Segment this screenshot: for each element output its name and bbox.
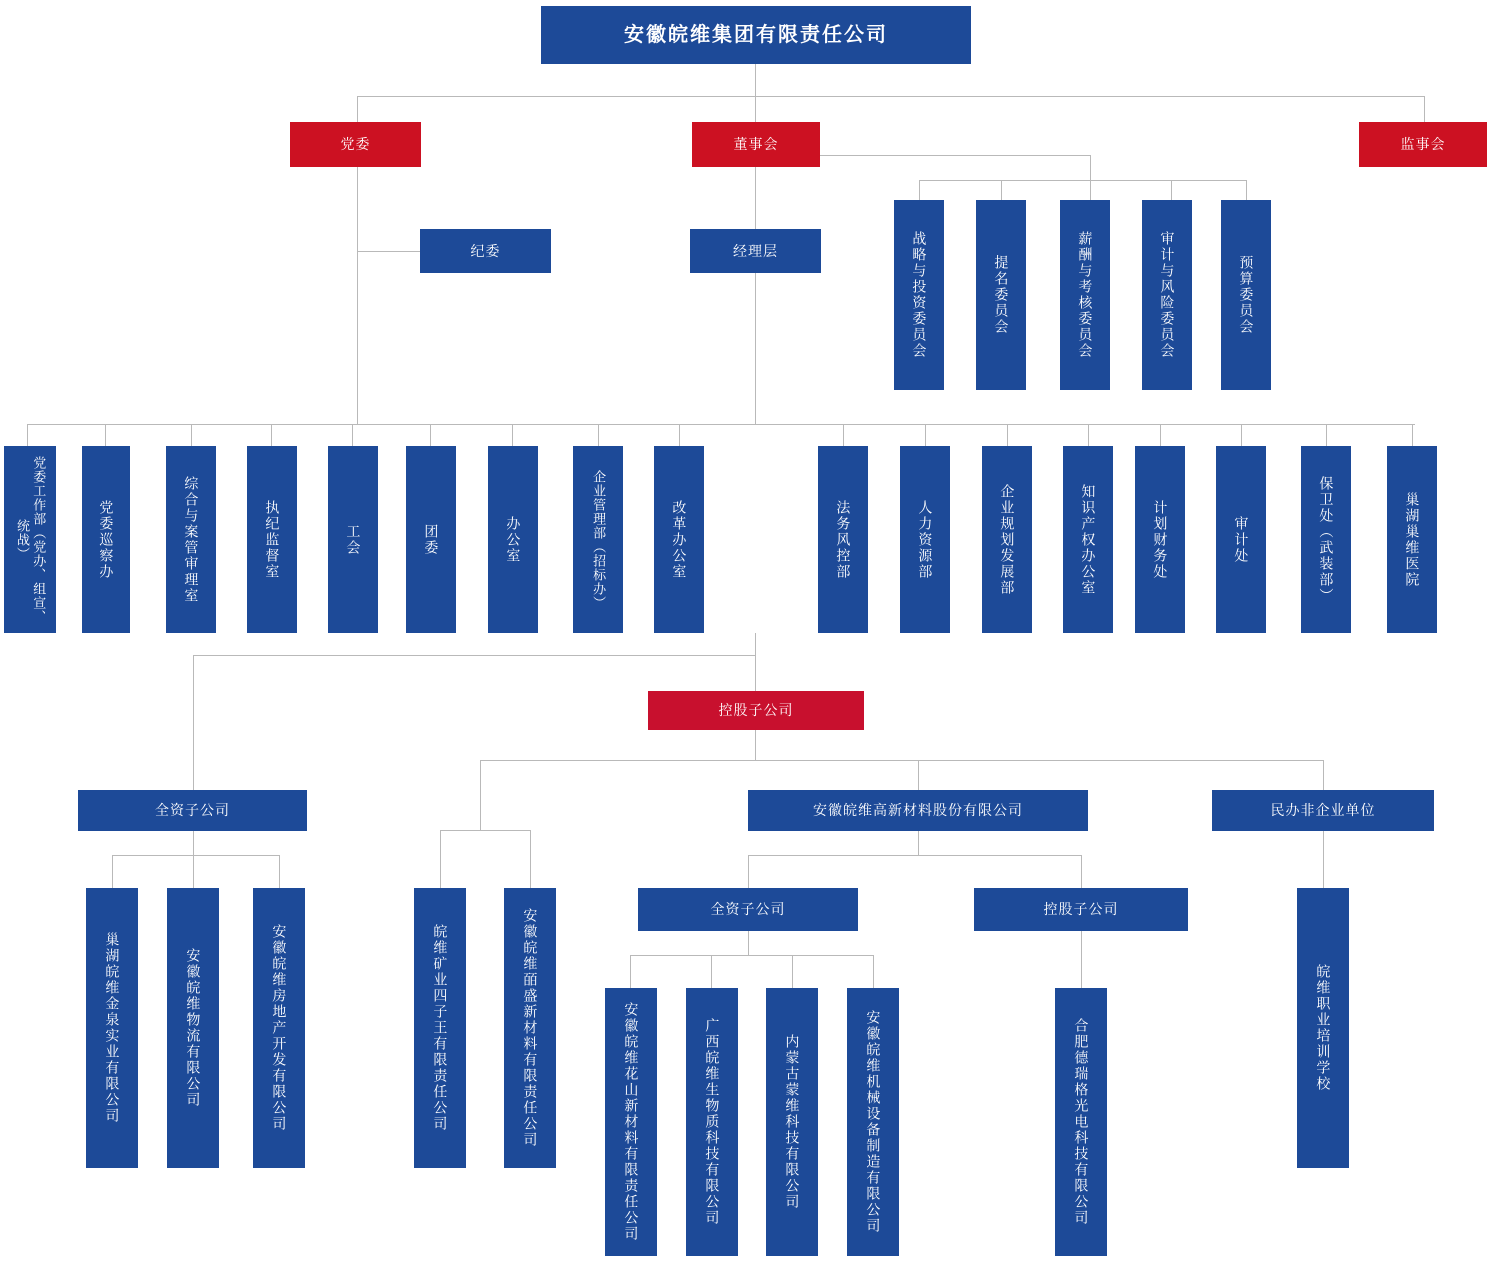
connector	[357, 251, 358, 424]
node-nomination-committee[interactable]	[976, 200, 1026, 390]
connector	[843, 424, 844, 446]
node-inner-mongolia-mengwei[interactable]	[766, 988, 818, 1256]
node-label: 全资子公司	[710, 901, 786, 918]
connector	[193, 655, 755, 656]
connector	[820, 155, 1090, 156]
connector	[193, 655, 194, 790]
node-label: 安徽皖维集团有限责任公司	[624, 23, 888, 46]
node-budget-committee[interactable]	[1221, 200, 1271, 390]
connector	[27, 424, 1415, 425]
connector	[352, 424, 353, 446]
node-enterprise-planning-development-department[interactable]	[982, 446, 1032, 633]
node-label: 提名委员会	[993, 255, 1010, 335]
node-label: 企业管理部（招标办）	[591, 469, 607, 610]
node-root[interactable]	[541, 6, 971, 64]
connector	[480, 760, 481, 790]
connector	[1424, 96, 1425, 122]
connector	[711, 955, 712, 988]
node-discipline-supervision-office[interactable]	[247, 446, 297, 633]
node-wanwei-bisheng-new-materials[interactable]	[504, 888, 556, 1168]
node-board-of-directors[interactable]	[692, 122, 820, 167]
node-enterprise-management-department[interactable]	[573, 446, 623, 633]
connector	[598, 424, 599, 446]
node-hefei-deruige-optoelectronics[interactable]	[1055, 988, 1107, 1256]
node-label: 安徽皖维机械设备制造有限公司	[865, 1010, 882, 1234]
connector	[1160, 424, 1161, 446]
node-label: 党委工作部（党办、组宣、统战）	[15, 455, 47, 624]
node-wanwei-real-estate[interactable]	[253, 888, 305, 1168]
connector	[630, 955, 873, 956]
node-label: 安徽皖维房地产开发有限公司	[271, 924, 288, 1132]
connector	[1246, 180, 1247, 200]
node-wholly-owned-group[interactable]	[78, 790, 307, 831]
node-general-office[interactable]	[488, 446, 538, 633]
node-label: 内蒙古蒙维科技有限公司	[784, 1034, 801, 1210]
connector	[112, 855, 279, 856]
connector	[748, 855, 1081, 856]
connector	[792, 955, 793, 988]
connector	[271, 424, 272, 446]
node-audit-department[interactable]	[1216, 446, 1266, 633]
node-holding-subsidiaries[interactable]	[648, 691, 864, 730]
connector	[1412, 424, 1413, 446]
node-label: 广西皖维生物质科技有限公司	[704, 1018, 721, 1226]
node-label: 经理层	[733, 242, 778, 259]
node-comprehensive-case-review-office[interactable]	[166, 446, 216, 633]
node-gaoxin-wholly-owned-group[interactable]	[638, 888, 858, 931]
node-label: 企业规划发展部	[999, 483, 1016, 596]
node-label: 保卫处（武装部）	[1318, 475, 1335, 604]
connector	[357, 167, 358, 257]
node-label: 控股子公司	[1043, 901, 1119, 918]
connector	[679, 424, 680, 446]
node-label: 巢湖皖维金泉实业有限公司	[104, 932, 121, 1124]
node-label: 安徽皖维皕盛新材料有限责任公司	[522, 908, 539, 1148]
connector	[1090, 155, 1091, 180]
connector	[1326, 424, 1327, 446]
node-guangxi-wanwei-biomass[interactable]	[686, 988, 738, 1256]
connector	[1001, 180, 1002, 200]
connector	[748, 855, 749, 888]
connector	[918, 760, 919, 790]
node-label: 薪酬与考核委员会	[1077, 231, 1094, 359]
connector	[530, 830, 531, 888]
node-label: 法务风控部	[835, 499, 852, 580]
connector	[918, 831, 919, 855]
node-label: 改革办公室	[671, 499, 688, 580]
node-wanwei-mining-siziwang[interactable]	[414, 888, 466, 1168]
node-label: 团委	[423, 523, 440, 556]
connector	[112, 855, 113, 888]
connector	[357, 96, 1424, 97]
connector	[630, 955, 631, 988]
connector	[480, 760, 1323, 761]
node-planning-finance-department[interactable]	[1135, 446, 1185, 633]
node-chaohu-hospital[interactable]	[1387, 446, 1437, 633]
connector	[755, 271, 756, 424]
node-label: 安徽皖维物流有限公司	[185, 948, 202, 1108]
node-label: 控股子公司	[718, 702, 794, 719]
node-label: 安徽皖维花山新材料有限责任公司	[623, 1002, 640, 1242]
connector	[755, 633, 756, 691]
node-label: 战略与投资委员会	[911, 231, 928, 359]
connector	[1323, 831, 1324, 888]
connector	[1171, 180, 1172, 200]
node-label: 监事会	[1400, 136, 1446, 153]
node-strategy-investment-committee[interactable]	[894, 200, 944, 390]
connector	[755, 167, 756, 229]
node-label: 审计与风险委员会	[1159, 231, 1176, 359]
node-label: 党委巡察办	[98, 499, 115, 580]
node-human-resources-department[interactable]	[900, 446, 950, 633]
node-chaohu-jinquan[interactable]	[86, 888, 138, 1168]
connector	[440, 830, 441, 888]
node-labor-union[interactable]	[328, 446, 378, 633]
connector	[279, 855, 280, 888]
node-party-committee[interactable]	[290, 122, 421, 167]
connector	[925, 424, 926, 446]
node-label: 预算委员会	[1238, 255, 1255, 335]
node-supervisory-board[interactable]	[1359, 122, 1487, 167]
connector	[193, 831, 194, 855]
node-label: 综合与案管审理室	[183, 475, 200, 604]
connector	[357, 251, 420, 252]
connector	[873, 955, 874, 988]
connector	[1090, 180, 1091, 200]
node-label: 执纪监督室	[264, 499, 281, 580]
node-party-work-department[interactable]	[4, 446, 56, 633]
node-label: 党委	[340, 136, 371, 153]
connector	[480, 790, 481, 830]
node-wanwei-gaoxin-company[interactable]	[748, 790, 1088, 831]
connector	[1323, 760, 1324, 790]
connector	[1081, 931, 1082, 988]
connector	[1007, 424, 1008, 446]
node-management-layer[interactable]	[690, 229, 821, 273]
node-wanwei-machinery-manufacturing[interactable]	[847, 988, 899, 1256]
connector	[105, 424, 106, 446]
node-label: 安徽皖维高新材料股份有限公司	[813, 802, 1023, 819]
connector	[755, 730, 756, 760]
node-youth-league-committee[interactable]	[406, 446, 456, 633]
connector	[27, 424, 28, 446]
node-label: 纪委	[470, 242, 501, 259]
node-label: 全资子公司	[155, 802, 230, 819]
connector	[430, 424, 431, 446]
node-reform-office[interactable]	[654, 446, 704, 633]
node-audit-risk-committee[interactable]	[1142, 200, 1192, 390]
connector	[191, 424, 192, 446]
node-label: 合肥德瑞格光电科技有限公司	[1073, 1018, 1090, 1226]
node-label: 董事会	[733, 136, 779, 153]
node-wanwei-vocational-training-school[interactable]	[1297, 888, 1349, 1168]
node-label: 人力资源部	[917, 499, 934, 580]
connector	[755, 64, 756, 96]
connector	[755, 96, 756, 122]
node-gaoxin-holding-group[interactable]	[974, 888, 1188, 931]
connector	[1241, 424, 1242, 446]
connector	[1081, 855, 1082, 888]
node-legal-risk-control-department[interactable]	[818, 446, 868, 633]
connector	[919, 180, 1246, 181]
node-label: 皖维矿业四子王有限责任公司	[432, 924, 449, 1132]
connector	[1088, 424, 1089, 446]
node-intellectual-property-office[interactable]	[1063, 446, 1113, 633]
node-wanwei-huashan-new-materials[interactable]	[605, 988, 657, 1256]
node-party-inspection-office[interactable]	[82, 446, 130, 633]
node-label: 民办非企业单位	[1270, 802, 1376, 819]
connector	[193, 855, 194, 888]
connector	[512, 424, 513, 446]
node-wanwei-logistics[interactable]	[167, 888, 219, 1168]
node-label: 皖维职业培训学校	[1315, 964, 1332, 1092]
connector	[440, 830, 530, 831]
connector	[919, 180, 920, 200]
node-discipline-committee[interactable]	[420, 229, 551, 273]
connector	[357, 96, 358, 122]
node-security-department[interactable]	[1301, 446, 1351, 633]
node-label: 计划财务处	[1152, 499, 1169, 580]
connector	[748, 931, 749, 955]
node-label: 工会	[345, 523, 362, 556]
node-non-enterprise-unit-group[interactable]	[1212, 790, 1434, 831]
node-label: 知识产权办公室	[1080, 483, 1097, 596]
node-label: 办公室	[505, 515, 522, 564]
node-label: 巢湖巢维医院	[1404, 491, 1421, 588]
node-label: 审计处	[1233, 515, 1250, 564]
node-compensation-assessment-committee[interactable]	[1060, 200, 1110, 390]
